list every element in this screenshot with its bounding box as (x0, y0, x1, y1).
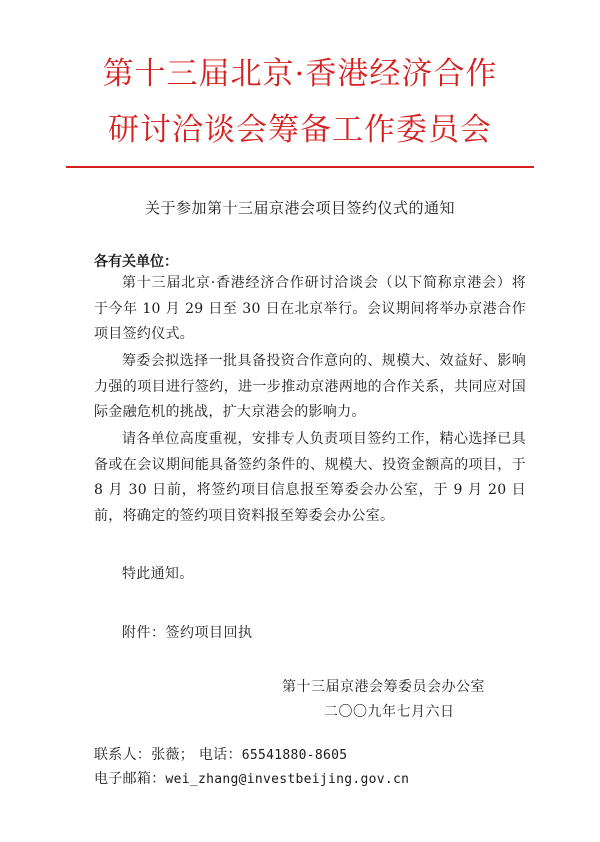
paragraph-1: 第十三届北京·香港经济合作研讨洽谈会（以下简称京港会）将于今年 10 月 29 日至 30 日在北京举行。会议期间将举办京港合作项目签约仪式。 (94, 275, 526, 342)
document-title: 关于参加第十三届京港会项目签约仪式的通知 (144, 199, 455, 217)
email-label: 电子邮箱： (94, 771, 166, 787)
email-line (94, 768, 409, 788)
letterhead-line-1: 第十三届北京·香港经济合作 (102, 56, 498, 92)
letterhead-divider (66, 166, 534, 168)
email-address: wei_zhang@investbeijing.gov.cn (165, 772, 410, 787)
issue-date: 二〇〇九年七月六日 (324, 704, 455, 720)
paragraph-2: 筹委会拟选择一批具备投资合作意向的、规模大、效益好、影响力强的项目进行签约，进一步推动京港两地的合作关系，共同应对国际金融危机的挑战，扩大京港会的影响力。 (94, 353, 526, 420)
contact-person-label: 联系人： (94, 747, 152, 763)
attachment-note: 附件：签约项目回执 (122, 625, 253, 641)
contact-line (94, 744, 347, 764)
phone-number: 65541880-8605 (241, 748, 348, 763)
paragraph-closing: 特此通知。 (122, 566, 194, 582)
issuer-signature: 第十三届京港会筹委员会办公室 (282, 679, 485, 695)
paragraph-3: 请各单位高度重视，安排专人负责项目签约工作，精心选择已具备或在会议期间能具备签约条件的、规模大、投资金额高的项目，于 8 月 30 日前，将签约项目信息报至筹委会办公室，于 9 月 20 日前，将确定的签约项目资料报至筹委会办公室。 (94, 431, 526, 524)
contact-person-name: 张薇； (151, 747, 195, 763)
letterhead-line-2: 研讨洽谈会筹备工作委员会 (108, 112, 492, 148)
salutation: 各有关单位： (94, 254, 178, 270)
phone-label: 电话： (198, 747, 242, 763)
letterhead (0, 46, 600, 158)
